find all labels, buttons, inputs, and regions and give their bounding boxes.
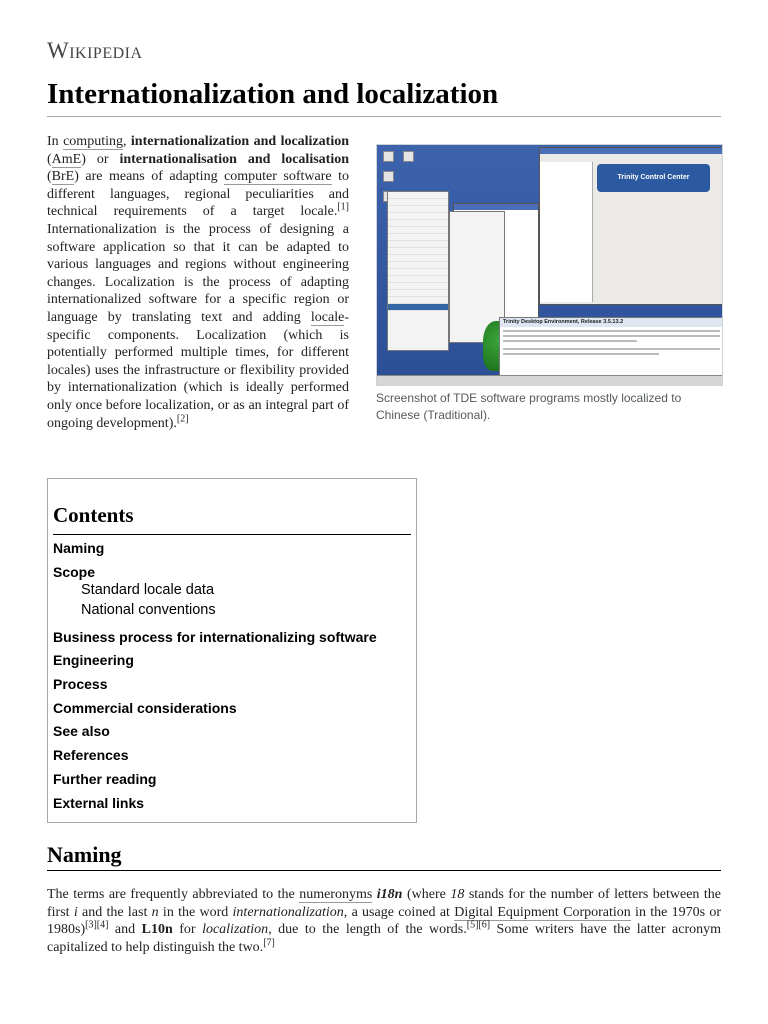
release-window: Trinity Desktop Environment, Release 3.5.13.2 <box>499 317 723 381</box>
tcc-logo-text: Trinity Control Center <box>597 164 710 192</box>
toc-link-scope[interactable]: Scope <box>53 564 96 580</box>
toc-divider <box>53 534 411 535</box>
toc-link-commercial[interactable]: Commercial considerations <box>53 700 237 716</box>
toc-link-further-reading[interactable]: Further reading <box>53 771 157 787</box>
toc-link-naming[interactable]: Naming <box>53 540 105 556</box>
wikipedia-logo[interactable]: Wikipedia <box>47 38 143 63</box>
title-divider <box>47 116 721 117</box>
ref-5-6[interactable]: [5][6] <box>466 919 491 931</box>
toc-link-see-also[interactable]: See also <box>53 723 110 739</box>
lead-paragraph: In computing, internationalization and localization (AmE) or internationalisation and localisation (BrE) are means of adapting computer software to different languages, regional peculiarities and technical requirements of a target locale.[1] Internationalization is the process of designing a software application so that it can be adapted to various languages and regions without engineering changes. Localization is the process of adapting internationalized software for a specific region or language by translating text and adding locale-specific components. Localization (which is potentially performed multiple times, for different locales) uses the infrastructure or flexibility provided by internationalization (which is ideally performed only once before localization, or as an integral part of ongoing development).[2] <box>47 134 350 431</box>
toc-link-engineering[interactable]: Engineering <box>53 652 134 668</box>
link-numeronyms[interactable]: numeronyms <box>299 887 373 902</box>
toc-link-standard-locale-data[interactable]: Standard locale data <box>81 582 215 598</box>
section-heading-naming: Naming <box>47 842 122 867</box>
link-ame[interactable]: AmE <box>51 151 82 167</box>
link-digital-equipment-corporation[interactable]: Digital Equipment Corporation <box>454 904 631 920</box>
toc-link-references[interactable]: References <box>53 747 129 763</box>
link-bre[interactable]: BrE <box>51 169 75 185</box>
toc-link-business-process[interactable]: Business process for internationalizing software <box>53 629 377 645</box>
link-locale[interactable]: locale <box>310 309 345 325</box>
link-computing[interactable]: computing <box>63 134 123 149</box>
figure-caption: Screenshot of TDE software programs mostly localized to Chinese (Traditional). <box>376 391 682 422</box>
toc-title: Contents <box>53 503 134 527</box>
table-of-contents <box>47 478 417 823</box>
page-title: Internationalization and localization <box>47 78 499 110</box>
ref-1[interactable]: [1] <box>337 201 349 213</box>
figure-tde-screenshot <box>376 144 722 424</box>
naming-paragraph: The terms are frequently abbreviated to the numeronyms i18n (where 18 stands for the number of letters between the first i and the last n in the word internationalization, a usage coined at Digital Equipment Corporation in the 1970s or 1980s)[3][4] and L10n for localization, due to the length of the words.[5][6] Some writers have the latter acronym capitalized to help distinguish the two.[7] <box>47 887 722 955</box>
ref-2[interactable]: [2] <box>176 412 189 424</box>
tde-screenshot-image[interactable] <box>376 144 723 386</box>
section-divider <box>47 870 721 871</box>
toc-link-external-links[interactable]: External links <box>53 795 145 811</box>
link-computer-software[interactable]: computer software <box>224 169 332 185</box>
toc-link-process[interactable]: Process <box>53 676 108 692</box>
toc-link-national-conventions[interactable]: National conventions <box>81 602 216 618</box>
ref-3-4[interactable]: [3][4] <box>85 919 109 931</box>
ref-7[interactable]: [7] <box>263 937 275 949</box>
